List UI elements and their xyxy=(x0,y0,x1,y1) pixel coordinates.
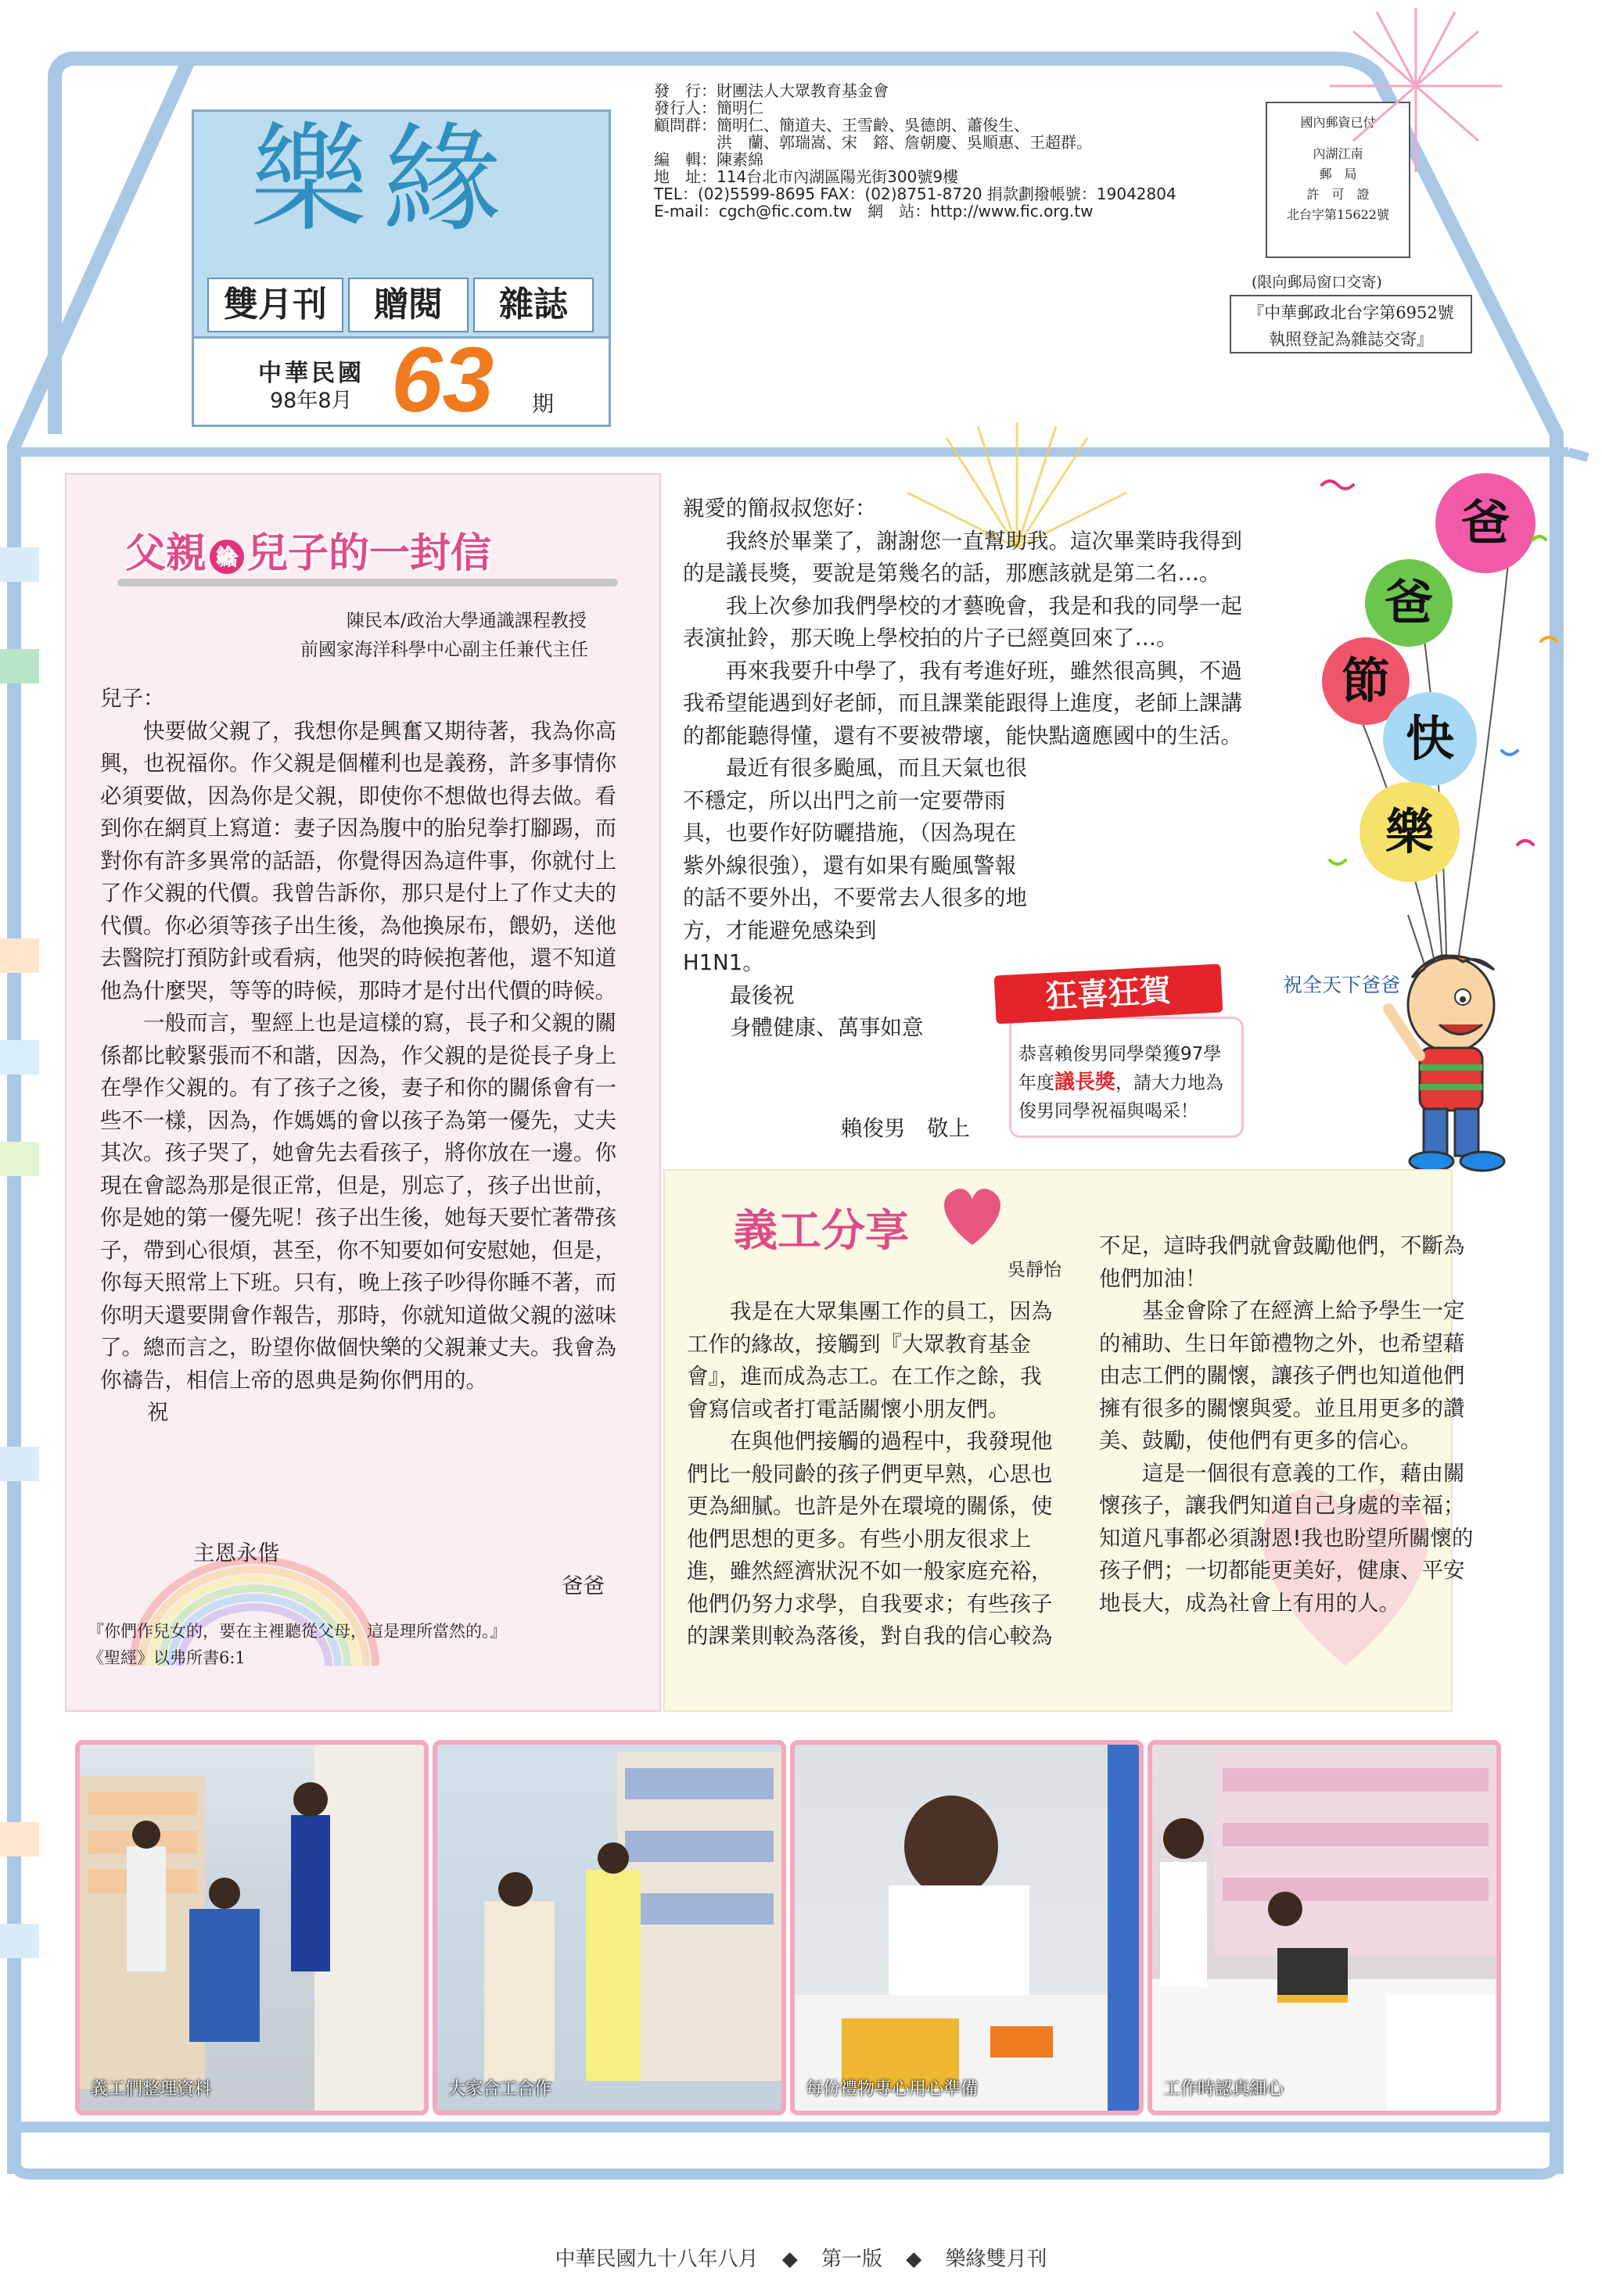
letter2-body xyxy=(683,493,1254,1045)
footer-edition: 第一版 xyxy=(821,2248,882,2271)
letter2-salutation: 親愛的簡叔叔您好： xyxy=(683,496,877,521)
photo-illustration xyxy=(1152,1745,1496,2111)
edge-stripe xyxy=(0,938,39,973)
volunteer-column-1 xyxy=(687,1296,1062,1653)
balloon-1: 爸 xyxy=(1435,473,1536,573)
photo-caption: 每份禮物專心用心準備 xyxy=(806,2079,979,2099)
issue-date-line1: 中華民國 xyxy=(258,360,365,387)
footer-diamond: ◆ xyxy=(781,2248,798,2271)
issue-suffix: 期 xyxy=(532,391,555,417)
publisher-line: 編 輯：陳素綿 xyxy=(654,150,763,169)
balloon-2: 爸 xyxy=(1365,559,1453,647)
publisher-info xyxy=(654,82,1248,220)
volunteer-column-2 xyxy=(1099,1230,1474,1620)
photo-caption: 義工們整理資料 xyxy=(91,2079,212,2099)
letter1-paragraph: 快要做父親了，我想你是興奮又期待著，我為你高興，也祝福你。作父親是個權利也是義務，許多事情你必須要做，因為你是父親，即使你不想做也得去做。看到你在網頁上寫道：妻子因為腹中的胎兒拳打腳踢，而對你有許多異常的話語，你覺得因為這件事，你就付上了作父親的代價。我曾告訴你，那只是付上了作丈夫的代價。你必須等孩子出生後，為他換尿布，餵奶，送他去醫院打預防針或看病，他哭的時候抱著他，還不知道他為什麼哭，等等的時候，那時才是付出代價的時候。 xyxy=(100,718,616,1003)
postage-line: 國內郵資已付 xyxy=(1300,115,1376,130)
volunteer-paragraph: 這是一個很有意義的工作，藉由關懷孩子，讓我們知道自己身處的幸福；知道凡事都必須謝恩!我也盼望所關懷的孩子們；一切都能更美好，健康、平安地長大，成為社會上有用的人。 xyxy=(1099,1460,1474,1616)
postage-line: 北台字第15622號 xyxy=(1287,207,1389,222)
fathers-day-caption: 祝全天下爸爸 xyxy=(1283,974,1401,996)
edge-stripe xyxy=(0,1822,39,1857)
volunteer-paragraph: 在與他們接觸的過程中，我發現他們比一般同齡的孩子們更早熟，心思也更為細膩。也許是外在環境的關係，使他們思想的更多。有些小朋友很求上進，雖然經濟狀況不如一般家庭充裕，他們仍努力求學，自我要求；有些孩子的課業則較為落後，對自我的信心較為 xyxy=(687,1429,1053,1648)
photo-careful-work xyxy=(1148,1740,1501,2115)
publisher-line: 發 行：財團法人大眾教育基金會 xyxy=(654,81,889,100)
photo-caption: 大家合工合作 xyxy=(448,2079,552,2099)
publisher-line: 發行人：簡明仁 xyxy=(654,99,763,117)
title-underline xyxy=(117,579,618,587)
letter1-signature: 爸爸 xyxy=(562,1573,605,1598)
footer-name: 樂緣雙月刊 xyxy=(945,2248,1047,2271)
letter1-title-c: 兒子的一封信 xyxy=(247,529,492,577)
volunteer-paragraph: 我是在大眾集團工作的員工，因為工作的緣故，接觸到『大眾教育基金會』，進而成為志工。在工作之餘，我會寫信或者打電話關懷小朋友們。 xyxy=(687,1299,1053,1422)
letter2-signature: 賴俊男 敬上 xyxy=(841,1116,970,1141)
registration-line: 『中華郵政北台字第6952號 xyxy=(1248,303,1454,322)
confetti-decoration xyxy=(1314,454,1564,884)
masthead-label-free: 贈閱 xyxy=(348,278,469,332)
bible-reference: 《聖經》以弗所書6:1 xyxy=(88,1648,246,1667)
edge-stripe xyxy=(0,1447,39,1481)
publisher-line: 洪 蘭、郭瑞嵩、宋 鎔、詹朝慶、吳順惠、王超群。 xyxy=(654,133,1092,152)
congrats-highlight: 議長獎 xyxy=(1054,1071,1116,1094)
letter1-title-a: 父親 xyxy=(125,529,207,577)
footer-diamond: ◆ xyxy=(906,2248,922,2271)
letter1-body xyxy=(100,683,618,1430)
balloon-4: 快 xyxy=(1383,692,1477,786)
letter1-salutation: 兒子： xyxy=(100,686,165,711)
edge-stripe xyxy=(0,1040,39,1074)
postage-line: 許 可 證 xyxy=(1306,187,1370,202)
letter2-paragraph: 我上次參加我們學校的才藝晚會，我是和我的同學一起表演扯鈴，那天晚上學校拍的片子已經奠回來了…。 xyxy=(683,593,1242,651)
balloon-3: 節 xyxy=(1322,637,1410,725)
balloon-5: 樂 xyxy=(1360,782,1460,882)
photo-illustration xyxy=(795,1745,1139,2111)
publisher-line: 顧問群：簡明仁、簡道夫、王雪齡、吳德朗、蕭俊生、 xyxy=(654,116,1029,135)
letter2-paragraph: 再來我要升中學了，我有考進好班，雖然很高興，不過我希望能遇到好老師，而且課業能跟得上進度，老師上課講的都能聽得懂，還有不要被帶壞，能快點適應國中的生活。 xyxy=(683,658,1242,748)
letter1-title-b: 給 xyxy=(210,540,244,574)
letter1-title xyxy=(125,520,491,579)
congrats-text xyxy=(1018,1040,1237,1125)
photo-volunteers-sorting xyxy=(75,1740,429,2115)
edge-stripe xyxy=(0,1924,39,1958)
letter2-tail: H1N1。 xyxy=(683,950,764,975)
edge-stripe xyxy=(0,547,39,582)
publisher-line: 地 址：114台北市內湖區陽光街300號9樓 xyxy=(654,167,959,186)
registration-line: 執照登記為雜誌交寄』 xyxy=(1269,330,1433,349)
footer-date: 中華民國九十八年八月 xyxy=(555,2248,759,2271)
letter1-paragraph: 一般而言，聖經上也是這樣的寫，長子和父親的關係都比較緊張而不和諧，因為，作父親的是從長子身上在學作父親的。有了孩子之後，妻子和你的關係會有一些不一樣，因為，作媽媽的會以孩子為第一優先，丈夫其次。孩子哭了，她會先去看孩子，將你放在一邊。你現在會認為那是很正常，但是，別忘了，孩子出世前，你是她的第一優先呢！孩子出生後，她每天要忙著帶孩子，帶到心很煩，甚至，你不知要如何安慰她，但是，你每天照常上下班。只有，晚上孩子吵得你睡不著，而你明天還要開會作報告，那時，你就知道做父親的滋味了。總而言之，盼望你做個快樂的父親兼丈夫。我會為你禱告，相信上帝的恩典是夠你們用的。 xyxy=(100,1010,616,1393)
photo-teamwork xyxy=(433,1740,786,2115)
photo-caption: 工作時認真細心 xyxy=(1163,2079,1284,2099)
postage-line: 內湖江南 xyxy=(1313,146,1363,161)
publisher-line: E-mail：cgch@fic.com.tw 網 站：http://www.fic.org.tw xyxy=(654,202,1094,221)
letter1-closing1: 祝 xyxy=(147,1400,169,1425)
photo-illustration xyxy=(437,1745,781,2111)
volunteer-paragraph: 基金會除了在經濟上給予學生一定的補助、生日年節禮物之外，也希望藉由志工們的關懷，讓孩子們也知道他們擁有很多的關懷與愛。並且用更多的讚美、鼓勵，使他們有更多的信心。 xyxy=(1099,1298,1465,1453)
letter2-paragraph: 最近有很多颱風，而且天氣也很不穩定，所以出門之前一定要帶雨具，也要作好防曬措施，（因為現在紫外線很強），還有如果有颱風警報的話不要外出，不要常去人很多的地方，才能避免感染到 xyxy=(683,755,1027,943)
postage-note: (限向郵局窗口交寄) xyxy=(1252,274,1382,291)
congrats-text-b: ，請大力地為俊男同學祝福與喝采！ xyxy=(1018,1073,1224,1121)
registration-box xyxy=(1230,295,1472,353)
letter1-closing2: 主恩永偕 xyxy=(193,1541,279,1566)
edge-stripe xyxy=(0,1142,39,1176)
postage-line: 郵 局 xyxy=(1319,167,1357,181)
heart-icon xyxy=(937,1182,1008,1249)
fireworks-decoration xyxy=(1298,0,1533,188)
issue-number: 63 xyxy=(391,328,494,432)
masthead-label-magazine: 雜誌 xyxy=(473,278,594,332)
page-footer xyxy=(0,2243,1602,2272)
publisher-line: TEL：(02)5599-8695 FAX：(02)8751-8720 捐款劃撥帳號：19042804 xyxy=(654,185,1176,203)
masthead-title: 樂緣 xyxy=(250,112,517,248)
volunteer-title: 義工分享 xyxy=(734,1205,909,1257)
congrats-badge: 狂喜狂賀 xyxy=(994,963,1223,1024)
volunteer-author: 吳靜怡 xyxy=(1008,1260,1061,1280)
volunteer-paragraph: 不足，這時我們就會鼓勵他們，不斷為他們加油！ xyxy=(1099,1233,1465,1291)
letter2-closing2: 身體健康、萬事如意 xyxy=(730,1015,924,1040)
edge-stripe xyxy=(0,649,39,683)
photo-illustration xyxy=(80,1745,424,2111)
letter1-author2: 前國家海洋科學中心副主任兼代主任 xyxy=(300,640,588,660)
masthead-label-bimonthly: 雙月刊 xyxy=(207,278,343,332)
issue-date-line2: 98年8月 xyxy=(270,389,353,413)
letter2-closing1: 最後祝 xyxy=(730,982,795,1008)
letter1-author1: 陳民本/政治大學通識課程教授 xyxy=(347,611,587,631)
letter2-paragraph: 我終於畢業了，謝謝您一直幫助我。這次畢業時我得到的是議長獎，要說是第幾名的話，那應該就是第二名…。 xyxy=(683,528,1242,586)
bible-verse: 『你們作兒女的，要在主裡聽從父母，這是理所當然的。』 xyxy=(88,1622,507,1641)
congrats-text-a: 恭喜賴俊男同學榮獲97學年度 xyxy=(1018,1044,1222,1093)
photo-gift-preparation xyxy=(790,1740,1144,2115)
